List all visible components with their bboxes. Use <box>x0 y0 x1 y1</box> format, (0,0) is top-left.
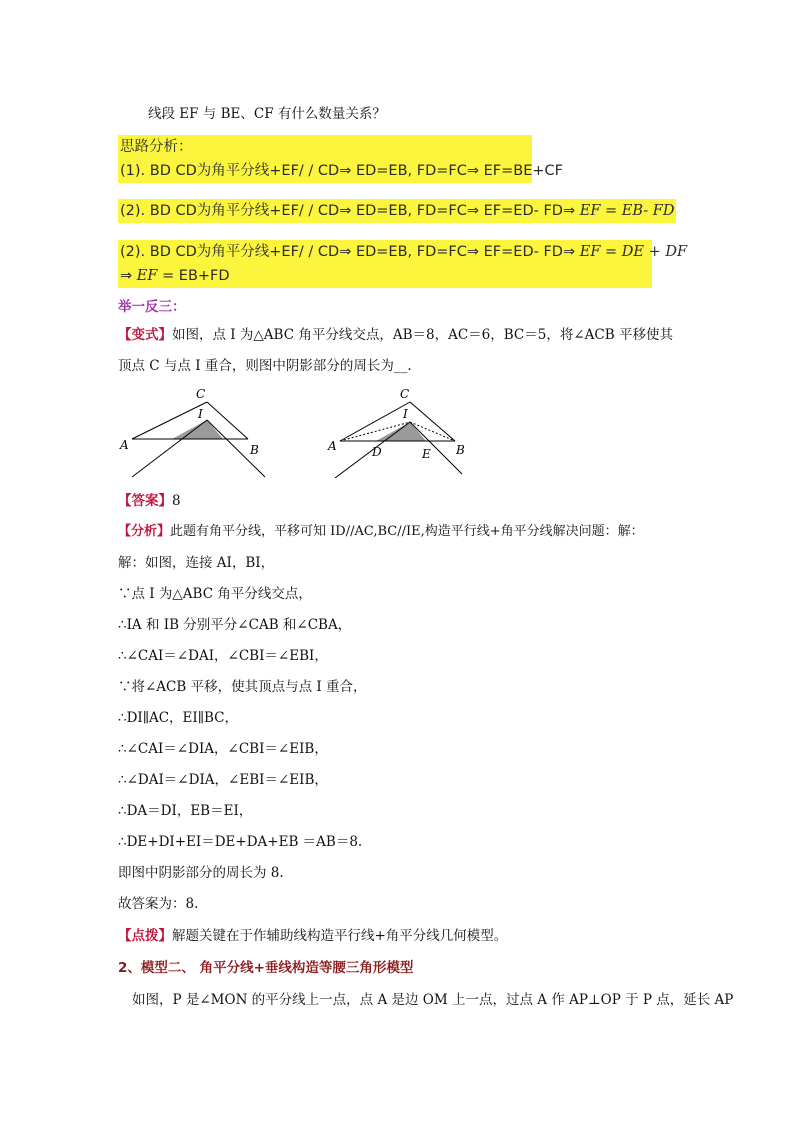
analysis-heading: 思路分析： <box>118 135 532 159</box>
explain-step-10: ∴DE+DI+EI＝DE+DA+EB ＝AB＝8. <box>118 834 363 850</box>
figure-right <box>327 387 465 478</box>
right-label-e: E <box>422 447 431 461</box>
left-label-c: C <box>196 387 206 401</box>
analysis-line-1: (1). BD CD为角平分线+EF/ / CD⇒ ED=EB, FD=FC⇒ EF=BE+CF <box>118 159 532 183</box>
right-label-i: I <box>403 407 408 421</box>
explain-step-4: ∴∠CAI＝∠DAI，∠CBI＝∠EBI， <box>118 648 328 664</box>
explain-step-1: 解：如图，连接 AI，BI， <box>118 555 275 571</box>
explain-step-6: ∴DI∥AC，EI∥BC， <box>118 710 238 726</box>
answer-line: 【答案】8 <box>118 493 181 509</box>
explain-step-2: ∵点 I 为△ABC 角平分线交点， <box>118 586 312 602</box>
explain-step-9: ∴DA＝DI，EB＝EI， <box>118 803 253 819</box>
explain-step-7: ∴∠CAI＝∠DIA，∠CBI＝∠EIB， <box>118 741 328 757</box>
right-label-c: C <box>400 387 410 401</box>
variant-line-2: 顶点 C 与点 I 重合，则图中阴影部分的周长为__. <box>118 358 412 374</box>
explain-step-11: 即图中阴影部分的周长为 8. <box>118 865 284 881</box>
analysis-line-3: (2). BD CD为角平分线+EF/ / CD⇒ ED=EB, FD=FC⇒ EF=ED- FD⇒ EF = DE + DF <box>118 240 652 264</box>
right-label-a: A <box>328 439 337 453</box>
explain-step-3: ∴IA 和 IB 分别平分∠CAB 和∠CBA， <box>118 617 352 633</box>
explain-intro: 【分析】此题有角平分线，平移可知 ID//AC,BC//IE,构造平行线+角平分线解决问题：解： <box>118 524 644 539</box>
left-label-i: I <box>198 407 203 421</box>
geometry-figures <box>110 382 490 478</box>
model2-text: 如图，P 是∠MON 的平分线上一点，点 A 是边 OM 上一点，过点 A 作 AP⊥OP 于 P 点，延长 AP <box>132 992 734 1008</box>
analysis-line-4: ⇒ EF = EB+FD <box>118 264 652 288</box>
right-label-d: D <box>372 445 382 459</box>
analysis-line-2: (2). BD CD为角平分线+EF/ / CD⇒ ED=EB, FD=FC⇒ EF=ED- FD⇒ EF = EB- FD <box>118 199 676 223</box>
tip-line: 【点拨】解题关键在于作辅助线构造平行线+角平分线几何模型。 <box>118 928 508 944</box>
variant-line-1: 【变式】如图，点 I 为△ABC 角平分线交点，AB＝8，AC＝6，BC＝5，将∠ACB 平移使其 <box>118 327 673 343</box>
figure-left <box>119 387 265 477</box>
right-label-b: B <box>456 443 465 457</box>
explain-step-12: 故答案为：8. <box>118 896 199 912</box>
model2-title: 2、模型二、 角平分线+垂线构造等腰三角形模型 <box>118 960 414 976</box>
section-title: 举一反三： <box>118 299 186 315</box>
question-line: 线段 EF 与 BE、CF 有什么数量关系？ <box>148 106 386 122</box>
left-label-a: A <box>120 438 129 452</box>
explain-step-8: ∴∠DAI＝∠DIA，∠EBI＝∠EIB， <box>118 772 328 788</box>
explain-step-5: ∵将∠ACB 平移，使其顶点与点 I 重合， <box>118 679 367 695</box>
left-label-b: B <box>250 443 259 457</box>
